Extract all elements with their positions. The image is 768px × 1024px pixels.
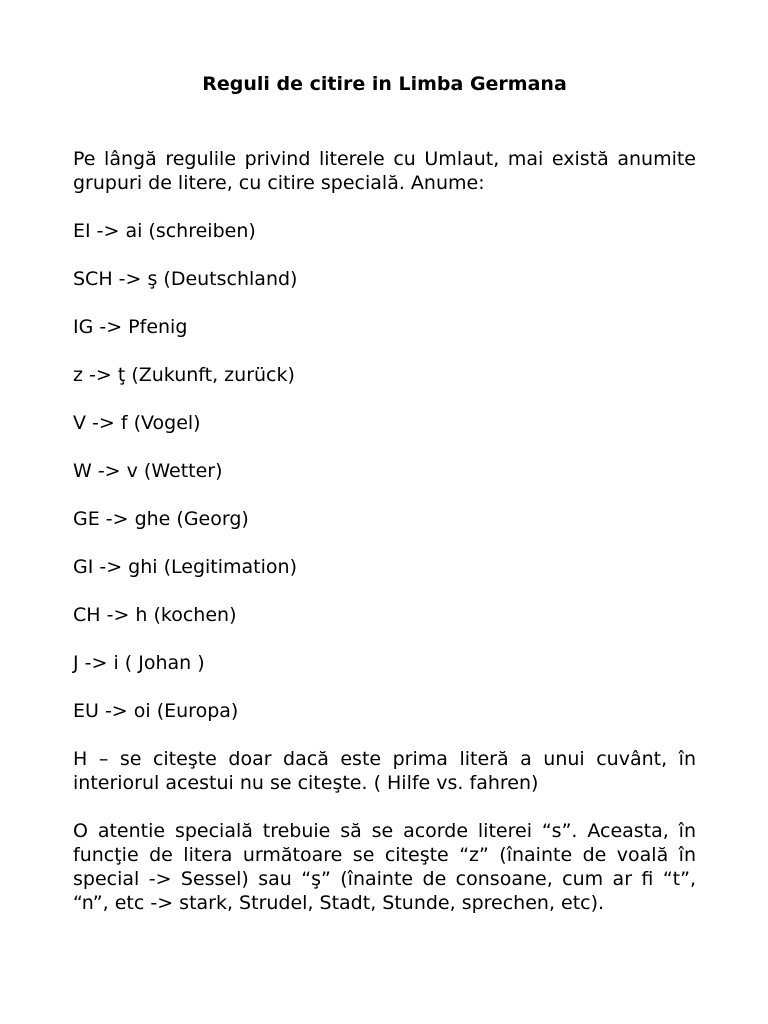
rule-item: CH -> h (kochen) (73, 604, 237, 626)
rule-item: GE -> ghe (Georg) (73, 508, 249, 530)
document-title: Reguli de citire in Limba Germana (202, 73, 567, 95)
rule-item: z -> ţ (Zukunft, zurück) (73, 364, 295, 386)
rule-item: SCH -> ş (Deutschland) (73, 268, 298, 290)
rule-item: IG -> Pfenig (73, 316, 188, 338)
rules-list (73, 219, 696, 723)
rule-item: EU -> oi (Europa) (73, 700, 239, 722)
h-rule-paragraph: H – se citeşte doar dacă este prima literă a unui cuvânt, în interiorul acestui nu se citeşte. ( Hilfe vs. fahren) (73, 748, 696, 794)
rule-item: EI -> ai (schreiben) (73, 220, 256, 242)
rule-item: J -> i ( Johan ) (73, 652, 205, 674)
intro-paragraph: Pe lângă regulile privind literele cu Umlaut, mai există anumite grupuri de litere, cu citire specială. Anume: (73, 148, 696, 194)
rule-item: W -> v (Wetter) (73, 460, 223, 482)
s-rule-paragraph: O atentie specială trebuie să se acorde literei “s”. Aceasta, în funcţie de litera următoare se citeşte “z” (înainte de voală în special -> Sessel) sau “ş” (înainte de consoane, cum ar fi “t”, “n”, etc -> stark, Strudel, Stadt, Stunde, sprechen, etc). (73, 820, 696, 914)
rule-item: V -> f (Vogel) (73, 412, 201, 434)
rule-item: GI -> ghi (Legitimation) (73, 556, 297, 578)
